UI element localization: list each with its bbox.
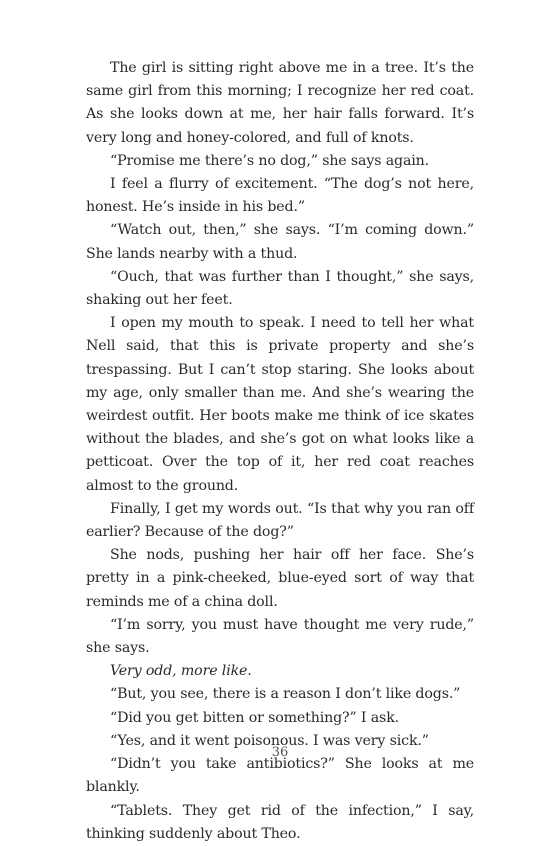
paragraph: Finally, I get my words out. “Is that why you ran off earlier? Because of the dog?” [86,500,474,541]
paragraph: “Promise me there’s no dog,” she says again. [110,152,429,169]
paragraph: “Didn’t you take antibiotics?” She looks at me blankly. [86,756,474,796]
italic-thought-paragraph: Very odd, more like. [110,663,252,680]
paragraph: “But, you see, there is a reason I don’t like dogs.” [110,686,461,703]
paragraph: “Ouch, that was further than I thought,” she says, shaking out her feet. [86,268,474,309]
paragraph: She nods, pushing her hair off her face. She’s pretty in a pink-cheeked, blue-eyed sort of way that reminds me of a china doll. [86,547,474,610]
paragraph: I feel a flurry of excitement. “The dog’s not here, honest. He’s inside in his bed.” [86,176,474,216]
paragraph: “Yes, and it went poisonous. I was very sick.” [110,732,429,749]
paragraph: The girl is sitting right above me in a tree. It’s the same girl from this morning; I recognize her red coat. As she looks down at me, her hair falls forward. It’s very long and honey-colored, and full of knots. [86,60,474,146]
paragraph: I open my mouth to speak. I need to tell her what Nell said, that this is private property and she’s trespassing. But I can’t stop staring. She looks about my age, only smaller than me. And she’s wearing the weirdest outfit. Her boots make me think of ice skates without the blades, and she’s got on what looks like a petticoat. Over the top of it, her red coat reaches almost to the ground. [86,315,474,494]
paragraph: “Watch out, then,” she says. “I’m coming down.” She lands nearby with a thud. [86,222,474,262]
body-text [86,57,474,846]
paragraph: “Tablets. They get rid of the infection,” I say, thinking suddenly about Theo. [86,802,474,842]
page-number: 36 [271,745,289,760]
paragraph: “Did you get bitten or something?” I ask. [110,709,399,726]
paragraph: “I’m sorry, you must have thought me very rude,” she says. [86,616,474,657]
